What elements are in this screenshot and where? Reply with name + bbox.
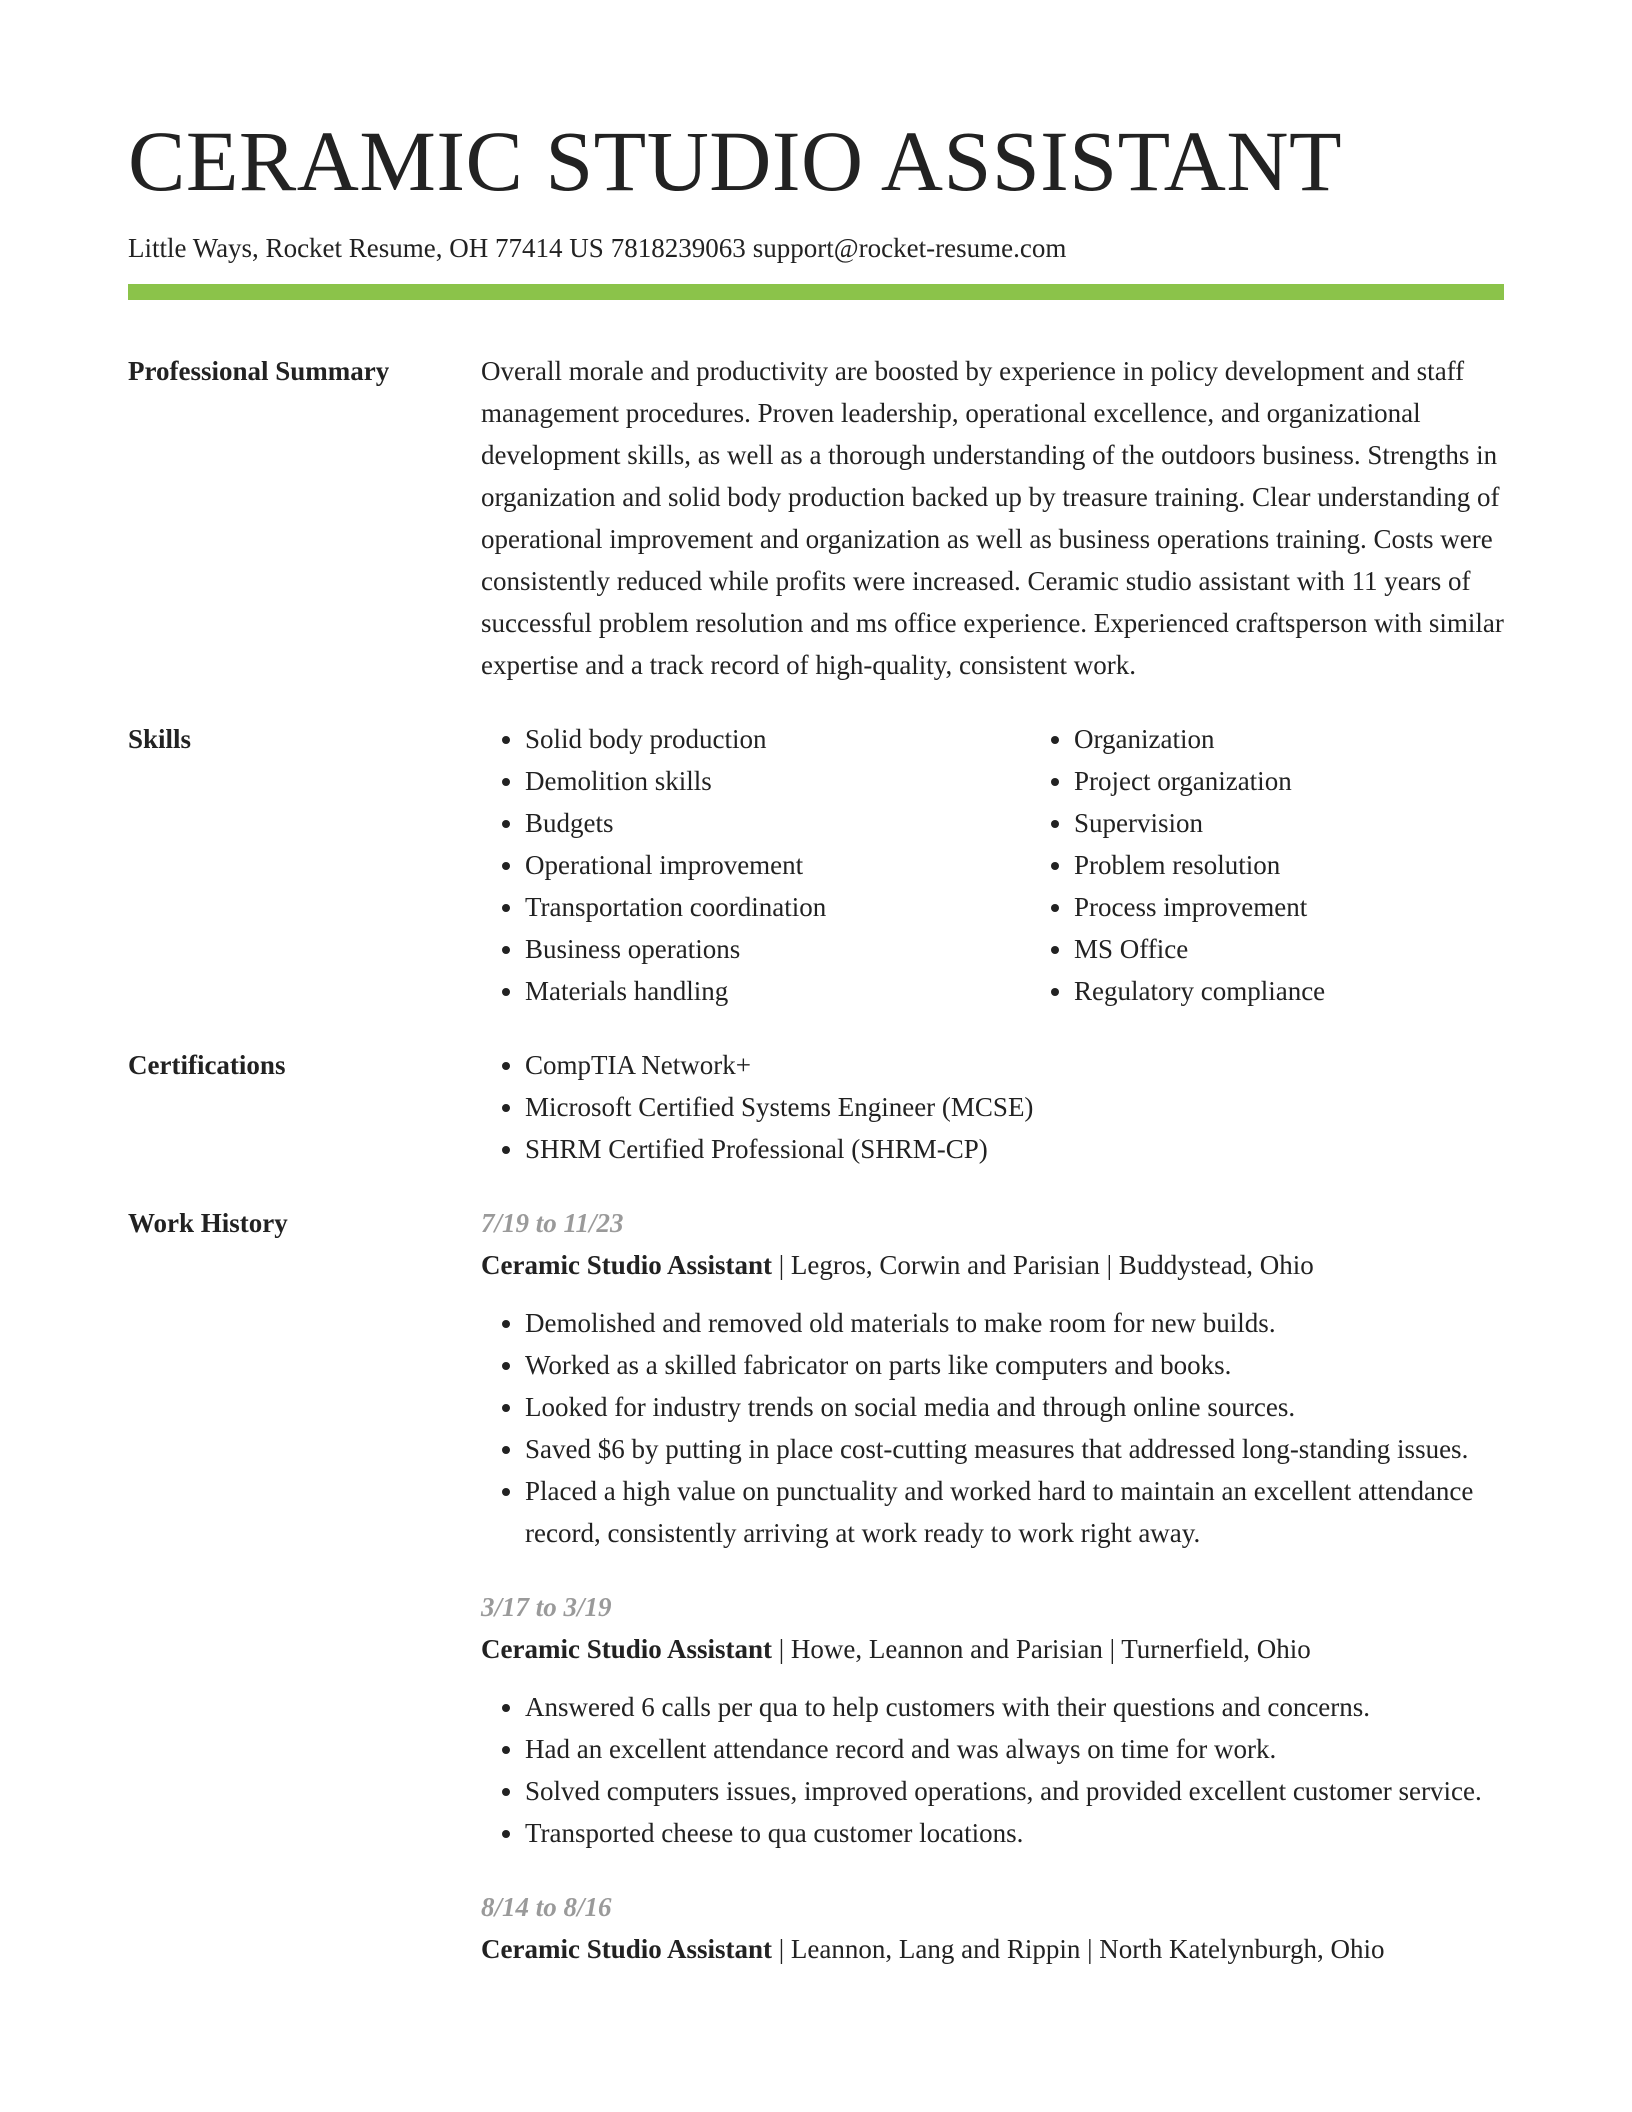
job-bullets bbox=[481, 1686, 1504, 1854]
skills-list-right bbox=[1030, 718, 1579, 1012]
section-work-history bbox=[128, 1202, 1504, 1970]
work-history-list bbox=[481, 1202, 1504, 1970]
job-title: Ceramic Studio Assistant bbox=[481, 1634, 773, 1665]
job-dates: 8/14 to 8/16 bbox=[481, 1892, 612, 1923]
job-dates: 7/19 to 11/23 bbox=[481, 1208, 624, 1239]
job-bullets bbox=[481, 1302, 1504, 1554]
section-certifications bbox=[128, 1044, 1504, 1170]
skill-item: • Business operations bbox=[525, 928, 1030, 970]
skill-item: • Budgets bbox=[525, 802, 1030, 844]
skills-grid bbox=[481, 718, 1579, 1012]
job-title: Ceramic Studio Assistant bbox=[481, 1250, 773, 1281]
job-bullet: • Solved computers issues, improved operations, and provided excellent customer service. bbox=[525, 1770, 1504, 1812]
skills-list-left bbox=[481, 718, 1030, 1012]
job-entry bbox=[481, 1586, 1504, 1854]
section-label: Certifications bbox=[128, 1050, 286, 1081]
contact-phone: 7818239063 bbox=[610, 233, 746, 263]
job-bullet: • Looked for industry trends on social media and through online sources. bbox=[525, 1386, 1504, 1428]
skill-item: • MS Office bbox=[1074, 928, 1579, 970]
contact-line bbox=[128, 232, 1504, 264]
certification-item: • Microsoft Certified Systems Engineer (MCSE) bbox=[525, 1086, 1504, 1128]
skill-item: • Organization bbox=[1074, 718, 1579, 760]
skill-item: • Process improvement bbox=[1074, 886, 1579, 928]
header-accent-rule bbox=[128, 284, 1504, 300]
job-bullet: • Placed a high value on punctuality and worked hard to maintain an excellent attendance record, consistently arriving at work ready to work right away. bbox=[525, 1470, 1504, 1554]
candidate-name: CERAMIC STUDIO ASSISTANT bbox=[128, 113, 1343, 209]
job-bullet: • Answered 6 calls per qua to help customers with their questions and concerns. bbox=[525, 1686, 1504, 1728]
skill-item: • Transportation coordination bbox=[525, 886, 1030, 928]
job-location: Buddystead, Ohio bbox=[1118, 1250, 1314, 1281]
job-heading bbox=[481, 1628, 1504, 1670]
job-bullet: • Transported cheese to qua customer locations. bbox=[525, 1812, 1504, 1854]
job-company: | Legros, Corwin and Parisian | bbox=[772, 1250, 1119, 1281]
skill-item: • Solid body production bbox=[525, 718, 1030, 760]
certifications-list bbox=[481, 1044, 1504, 1170]
skill-item: • Regulatory compliance bbox=[1074, 970, 1579, 1012]
certification-item: • SHRM Certified Professional (SHRM-CP) bbox=[525, 1128, 1504, 1170]
skill-item: • Supervision bbox=[1074, 802, 1579, 844]
job-bullet: • Worked as a skilled fabricator on parts like computers and books. bbox=[525, 1344, 1504, 1386]
contact-email: support@rocket-resume.com bbox=[752, 233, 1067, 263]
job-location: North Katelynburgh, Ohio bbox=[1099, 1934, 1385, 1965]
job-company: | Leannon, Lang and Rippin | bbox=[772, 1934, 1100, 1965]
section-label: Work History bbox=[128, 1208, 288, 1239]
contact-address: Little Ways, Rocket Resume, OH 77414 US bbox=[128, 233, 604, 263]
job-entry bbox=[481, 1886, 1504, 1970]
job-location: Turnerfield, Ohio bbox=[1121, 1634, 1311, 1665]
summary-text: Overall morale and productivity are boosted by experience in policy development and staff management procedures. Proven leadership, operational excellence, and organizational development skills, as well as a thorough understanding of the outdoors business. Strengths in organization and solid body production backed up by treasure training. Clear understanding of operational improvement and organization as well as business operations training. Costs were consistently reduced while profits were increased. Ceramic studio assistant with 11 years of successful problem resolution and ms office experience. Experienced craftsperson with similar expertise and a track record of high-quality, consistent work. bbox=[481, 356, 1504, 681]
section-skills bbox=[128, 718, 1504, 1012]
job-title: Ceramic Studio Assistant bbox=[481, 1934, 773, 1965]
job-heading bbox=[481, 1244, 1504, 1286]
skill-item: • Project organization bbox=[1074, 760, 1579, 802]
skill-item: • Materials handling bbox=[525, 970, 1030, 1012]
certification-item: • CompTIA Network+ bbox=[525, 1044, 1504, 1086]
job-company: | Howe, Leannon and Parisian | bbox=[772, 1634, 1122, 1665]
job-dates: 3/17 to 3/19 bbox=[481, 1592, 612, 1623]
skill-item: • Problem resolution bbox=[1074, 844, 1579, 886]
section-professional-summary bbox=[128, 350, 1504, 686]
job-heading bbox=[481, 1928, 1504, 1970]
job-entry bbox=[481, 1202, 1504, 1554]
job-bullet: • Had an excellent attendance record and was always on time for work. bbox=[525, 1728, 1504, 1770]
skill-item: • Demolition skills bbox=[525, 760, 1030, 802]
job-bullet: • Saved $6 by putting in place cost-cutting measures that addressed long-standing issues. bbox=[525, 1428, 1504, 1470]
section-label: Professional Summary bbox=[128, 356, 390, 387]
section-label: Skills bbox=[128, 724, 192, 755]
job-bullet: • Demolished and removed old materials to make room for new builds. bbox=[525, 1302, 1504, 1344]
skill-item: • Operational improvement bbox=[525, 844, 1030, 886]
